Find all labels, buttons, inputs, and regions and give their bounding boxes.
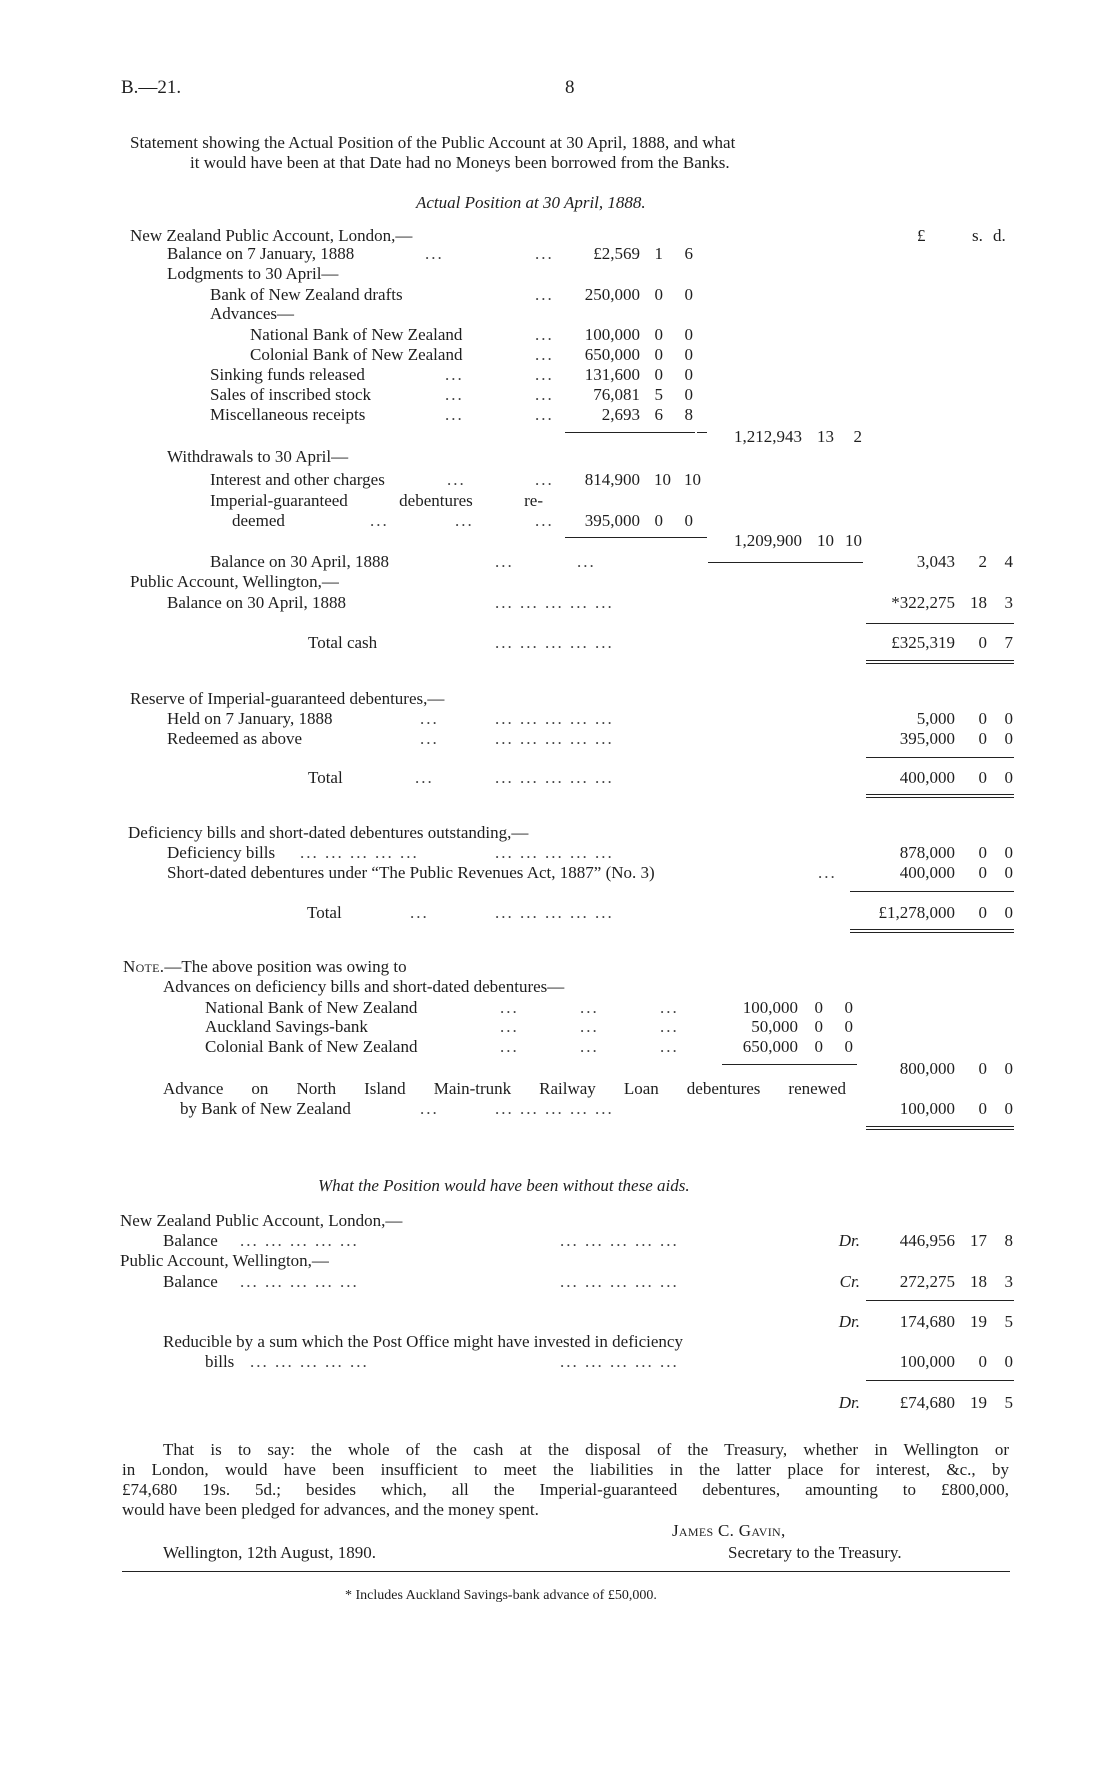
leader-dots: ... — [535, 244, 554, 263]
total-cash-label: Total cash — [308, 633, 378, 652]
without-london-balance-pounds: 446,956 — [899, 1231, 955, 1250]
misc-receipts-pounds: 2,693 — [601, 405, 640, 424]
subtotal-rule — [708, 562, 863, 563]
reducible-label-cont: bills — [205, 1352, 235, 1371]
leader-dots: ... — [445, 365, 464, 384]
total-rule — [866, 623, 1014, 624]
reserve-total-pence: 0 — [1004, 768, 1013, 787]
leader-dots: ... ... ... ... ... — [560, 1352, 679, 1371]
leader-dots: ... — [500, 1037, 519, 1056]
sinking-funds-label: Sinking funds released — [210, 365, 365, 384]
short-dated-pounds: 400,000 — [899, 863, 955, 882]
subtotal-rule — [565, 432, 695, 433]
national-bank-pence: 0 — [684, 325, 693, 344]
interest-charges-label: Interest and other charges — [210, 470, 385, 489]
subtotal-out-pounds: 1,209,900 — [734, 531, 802, 550]
total-rule — [866, 1380, 1014, 1381]
reducible-shillings: 0 — [978, 1352, 987, 1371]
deficiency-total-pence: 0 — [1004, 903, 1013, 922]
without-wellington-balance-pounds: 272,275 — [899, 1272, 955, 1291]
without-london-balance-pence: 8 — [1004, 1231, 1013, 1250]
reserve-held-pounds: 5,000 — [916, 709, 955, 728]
leader-dots: ... ... ... ... ... — [495, 1099, 614, 1118]
section-heading-actual: Actual Position at 30 April, 1888. — [416, 193, 646, 212]
imperial-redeemed-pence: 0 — [684, 511, 693, 530]
note-subtotal-pounds: 800,000 — [899, 1059, 955, 1078]
leader-dots: ... — [535, 345, 554, 364]
leader-dots: ... — [410, 903, 429, 922]
reducible-pence: 0 — [1004, 1352, 1013, 1371]
leader-dots: ... — [500, 1017, 519, 1036]
leader-dots: ... ... ... ... ... — [495, 729, 614, 748]
col-head-shillings: s. — [972, 226, 983, 245]
subtotal-rule — [565, 537, 707, 538]
colonial-bank-shillings: 0 — [654, 345, 663, 364]
footnote: * Includes Auckland Savings-bank advance of £50,000. — [345, 1588, 657, 1603]
deficiency-bills-pounds: 878,000 — [899, 843, 955, 862]
note-national-shillings: 0 — [814, 998, 823, 1017]
national-bank-label: National Bank of New Zealand — [250, 325, 463, 344]
leader-dots: ... — [577, 552, 596, 571]
note-colonial-shillings: 0 — [814, 1037, 823, 1056]
note-label: Note. — [123, 957, 165, 976]
balance-jan-pounds: £2,569 — [593, 244, 640, 263]
inscribed-stock-label: Sales of inscribed stock — [210, 385, 371, 404]
imperial-redeemed-label: Imperial-guaranteed debentures re- — [210, 491, 543, 510]
without-wellington-balance-pence: 3 — [1004, 1272, 1013, 1291]
inscribed-stock-pence: 0 — [684, 385, 693, 404]
leader-dots: ... — [500, 998, 519, 1017]
balance-apr-shillings: 2 — [978, 552, 987, 571]
summary-line-3: £74,680 19s. 5d.; besides which, all the Imperial-guaranteed debentures, amounting to £800,000, — [122, 1480, 1009, 1499]
colonial-bank-pence: 0 — [684, 345, 693, 364]
reserve-redeemed-shillings: 0 — [978, 729, 987, 748]
note-auckland-pounds: 50,000 — [751, 1017, 798, 1036]
summary-line-2: in London, would have been insufficient to meet the liabilities in the latter place for interest, &c., by — [122, 1460, 1009, 1479]
note-auckland-shillings: 0 — [814, 1017, 823, 1036]
total-rule — [850, 891, 1014, 892]
misc-receipts-shillings: 6 — [654, 405, 663, 424]
page-number: 8 — [565, 77, 575, 98]
leader-dots: ... ... ... ... ... — [240, 1231, 359, 1250]
reserve-held-pence: 0 — [1004, 709, 1013, 728]
interest-charges-pounds: 814,900 — [584, 470, 640, 489]
subtotal-out-pence: 10 — [845, 531, 862, 550]
sinking-funds-pounds: 131,600 — [584, 365, 640, 384]
leader-dots: ... — [660, 998, 679, 1017]
railway-advance-label-cont: by Bank of New Zealand — [180, 1099, 351, 1118]
balance-jan-pence: 6 — [684, 244, 693, 263]
final-dr: Dr. — [838, 1393, 860, 1412]
leader-dots: ... — [818, 863, 837, 882]
sinking-funds-shillings: 0 — [654, 365, 663, 384]
note-national-label: National Bank of New Zealand — [205, 998, 418, 1017]
subtotal-out-shillings: 10 — [817, 531, 834, 550]
reducible-label: Reducible by a sum which the Post Office might have invested in deficiency — [163, 1332, 683, 1351]
railway-advance-label: Advance on North Island Main-trunk Railway Loan debentures renewed — [163, 1079, 846, 1098]
without-net-pounds: 174,680 — [899, 1312, 955, 1331]
leader-dots: ... ... ... ... ... — [495, 768, 614, 787]
imperial-redeemed-label-cont: deemed — [232, 511, 285, 530]
wellington-balance-pence: 3 — [1004, 593, 1013, 612]
col-head-pence: d. — [993, 226, 1006, 245]
without-wellington-balance-shillings: 18 — [970, 1272, 987, 1291]
deficiency-bills-shillings: 0 — [978, 843, 987, 862]
total-double-rule — [866, 660, 1014, 664]
bnz-drafts-label: Bank of New Zealand drafts — [210, 285, 403, 304]
without-wellington-balance-cr: Cr. — [839, 1272, 860, 1291]
final-pounds: £74,680 — [899, 1393, 955, 1412]
leader-dots: ... — [425, 244, 444, 263]
total-double-rule — [866, 1126, 1014, 1130]
summary-line-1: That is to say: the whole of the cash at the disposal of the Treasury, whether in Wellington or — [163, 1440, 1009, 1459]
reserve-total-label: Total — [308, 768, 343, 787]
railway-advance-pence: 0 — [1004, 1099, 1013, 1118]
place-date: Wellington, 12th August, 1890. — [163, 1543, 377, 1562]
leader-dots: ... ... ... ... ... — [250, 1352, 369, 1371]
subtotal-in-pence: 2 — [853, 427, 862, 446]
bnz-drafts-pounds: 250,000 — [584, 285, 640, 304]
footnote-rule — [122, 1571, 1010, 1572]
col-head-pounds: £ — [917, 226, 926, 245]
note-auckland-pence: 0 — [844, 1017, 853, 1036]
leader-dots: ... — [535, 405, 554, 424]
leader-dots: ... ... ... ... ... — [560, 1272, 679, 1291]
deficiency-total-shillings: 0 — [978, 903, 987, 922]
note-text: —The above position was owing to — [164, 957, 407, 976]
balance-apr-pounds: 3,043 — [916, 552, 955, 571]
national-bank-pounds: 100,000 — [584, 325, 640, 344]
deficiency-total-pounds: £1,278,000 — [878, 903, 955, 922]
reducible-pounds: 100,000 — [899, 1352, 955, 1371]
deficiency-total-label: Total — [307, 903, 342, 922]
reserve-held-shillings: 0 — [978, 709, 987, 728]
reserve-redeemed-pounds: 395,000 — [899, 729, 955, 748]
note-subtotal-pence: 0 — [1004, 1059, 1013, 1078]
colonial-bank-label: Colonial Bank of New Zealand — [250, 345, 463, 364]
total-rule — [866, 1300, 1014, 1301]
leader-dots: ... ... ... ... ... — [240, 1272, 359, 1291]
reserve-total-shillings: 0 — [978, 768, 987, 787]
railway-advance-pounds: 100,000 — [899, 1099, 955, 1118]
without-london-balance-label: Balance — [163, 1231, 218, 1250]
leader-dots: ... ... ... ... ... — [495, 633, 614, 652]
inscribed-stock-shillings: 5 — [654, 385, 663, 404]
interest-charges-shillings: 10 — [654, 470, 671, 489]
withdrawals-heading: Withdrawals to 30 April— — [167, 447, 349, 466]
leader-dots: ... — [415, 768, 434, 787]
misc-receipts-pence: 8 — [684, 405, 693, 424]
colonial-bank-pounds: 650,000 — [584, 345, 640, 364]
signatory-name: James C. Gavin, — [672, 1521, 786, 1540]
bnz-drafts-shillings: 0 — [654, 285, 663, 304]
note-national-pence: 0 — [844, 998, 853, 1017]
without-wellington-heading: Public Account, Wellington,— — [120, 1251, 329, 1270]
summary-line-4: would have been pledged for advances, and the money spent. — [122, 1500, 539, 1519]
leader-dots: ... — [535, 511, 554, 530]
subtotal-in-shillings: 13 — [817, 427, 834, 446]
london-account-heading: New Zealand Public Account, London,— — [130, 226, 413, 245]
note-colonial-pence: 0 — [844, 1037, 853, 1056]
leader-dots: ... — [420, 1099, 439, 1118]
note-colonial-label: Colonial Bank of New Zealand — [205, 1037, 418, 1056]
wellington-account-heading: Public Account, Wellington,— — [130, 572, 339, 591]
leader-dots: ... ... ... ... ... — [495, 903, 614, 922]
note-line — [123, 957, 407, 977]
wellington-balance-shillings: 18 — [970, 593, 987, 612]
leader-dots: ... — [535, 285, 554, 304]
leader-dots: ... — [370, 511, 389, 530]
leader-dots: ... — [535, 365, 554, 384]
subtotal-in-pounds: 1,212,943 — [734, 427, 802, 446]
leader-dots: ... — [535, 470, 554, 489]
leader-dots: ... — [660, 1037, 679, 1056]
final-pence: 5 — [1004, 1393, 1013, 1412]
balance-apr-label: Balance on 30 April, 1888 — [210, 552, 389, 571]
total-double-rule — [850, 929, 1014, 933]
bnz-drafts-pence: 0 — [684, 285, 693, 304]
misc-receipts-label: Miscellaneous receipts — [210, 405, 366, 424]
interest-charges-pence: 10 — [684, 470, 701, 489]
sinking-funds-pence: 0 — [684, 365, 693, 384]
leader-dots: ... ... ... ... ... — [495, 709, 614, 728]
document-reference: B.—21. — [121, 77, 182, 98]
wellington-balance-pounds: *322,275 — [891, 593, 955, 612]
reserve-heading: Reserve of Imperial-guaranteed debentures,— — [130, 689, 445, 708]
leader-dots: ... — [447, 470, 466, 489]
note-colonial-pounds: 650,000 — [742, 1037, 798, 1056]
advances-heading: Advances— — [210, 304, 295, 323]
subtotal-rule — [722, 1064, 857, 1065]
statement-title-line1: Statement showing the Actual Position of the Public Account at 30 April, 1888, and what — [130, 133, 736, 152]
without-wellington-balance-label: Balance — [163, 1272, 218, 1291]
reserve-redeemed-pence: 0 — [1004, 729, 1013, 748]
section-heading-without: What the Position would have been without these aids. — [318, 1176, 690, 1195]
deficiency-bills-pence: 0 — [1004, 843, 1013, 862]
deficiency-bills-label: Deficiency bills — [167, 843, 276, 862]
without-london-heading: New Zealand Public Account, London,— — [120, 1211, 403, 1230]
leader-dots: ... — [445, 385, 464, 404]
final-shillings: 19 — [970, 1393, 987, 1412]
leader-dots: ... — [495, 552, 514, 571]
leader-dots: ... ... ... ... ... — [560, 1231, 679, 1250]
balance-jan-shillings: 1 — [654, 244, 663, 263]
total-rule — [866, 757, 1014, 758]
short-dated-label: Short-dated debentures under “The Public Revenues Act, 1887” (No. 3) — [167, 863, 655, 882]
leader-dots: ... — [580, 998, 599, 1017]
balance-apr-pence: 4 — [1004, 552, 1013, 571]
note-auckland-label: Auckland Savings-bank — [205, 1017, 368, 1036]
reserve-total-pounds: 400,000 — [899, 768, 955, 787]
total-cash-shillings: 0 — [978, 633, 987, 652]
deficiency-heading: Deficiency bills and short-dated debentures outstanding,— — [128, 823, 529, 842]
total-cash-pence: 7 — [1004, 633, 1013, 652]
leader-dots: ... — [660, 1017, 679, 1036]
leader-dots: ... — [580, 1017, 599, 1036]
leader-dots: ... — [535, 385, 554, 404]
balance-jan-label: Balance on 7 January, 1888 — [167, 244, 355, 263]
national-bank-shillings: 0 — [654, 325, 663, 344]
without-net-dr: Dr. — [838, 1312, 860, 1331]
without-london-balance-dr: Dr. — [838, 1231, 860, 1250]
without-net-shillings: 19 — [970, 1312, 987, 1331]
total-double-rule — [866, 794, 1014, 798]
reserve-redeemed-label: Redeemed as above — [167, 729, 302, 748]
without-london-balance-shillings: 17 — [970, 1231, 987, 1250]
short-dated-shillings: 0 — [978, 863, 987, 882]
leader-dots: ... ... ... ... ... — [495, 593, 614, 612]
leader-dots: ... ... ... ... ... — [300, 843, 419, 862]
wellington-balance-label: Balance on 30 April, 1888 — [167, 593, 346, 612]
total-cash-pounds: £325,319 — [891, 633, 955, 652]
without-net-pence: 5 — [1004, 1312, 1013, 1331]
leader-dots: ... — [535, 325, 554, 344]
note-subtotal-shillings: 0 — [978, 1059, 987, 1078]
inscribed-stock-pounds: 76,081 — [593, 385, 640, 404]
leader-dots: ... — [445, 405, 464, 424]
imperial-redeemed-pounds: 395,000 — [584, 511, 640, 530]
railway-advance-shillings: 0 — [978, 1099, 987, 1118]
imperial-redeemed-shillings: 0 — [654, 511, 663, 530]
leader-dots: ... — [455, 511, 474, 530]
short-dated-pence: 0 — [1004, 863, 1013, 882]
lodgments-heading: Lodgments to 30 April— — [167, 264, 339, 283]
note-national-pounds: 100,000 — [742, 998, 798, 1017]
leader-dots: ... — [580, 1037, 599, 1056]
leader-dots: ... — [420, 709, 439, 728]
leader-dots: ... — [420, 729, 439, 748]
leader-dots: ... ... ... ... ... — [495, 843, 614, 862]
signatory-title: Secretary to the Treasury. — [728, 1543, 902, 1562]
reserve-held-label: Held on 7 January, 1888 — [167, 709, 333, 728]
note-advances-heading: Advances on deficiency bills and short-dated debentures— — [163, 977, 565, 996]
statement-title-line2: it would have been at that Date had no Moneys been borrowed from the Banks. — [190, 153, 730, 172]
